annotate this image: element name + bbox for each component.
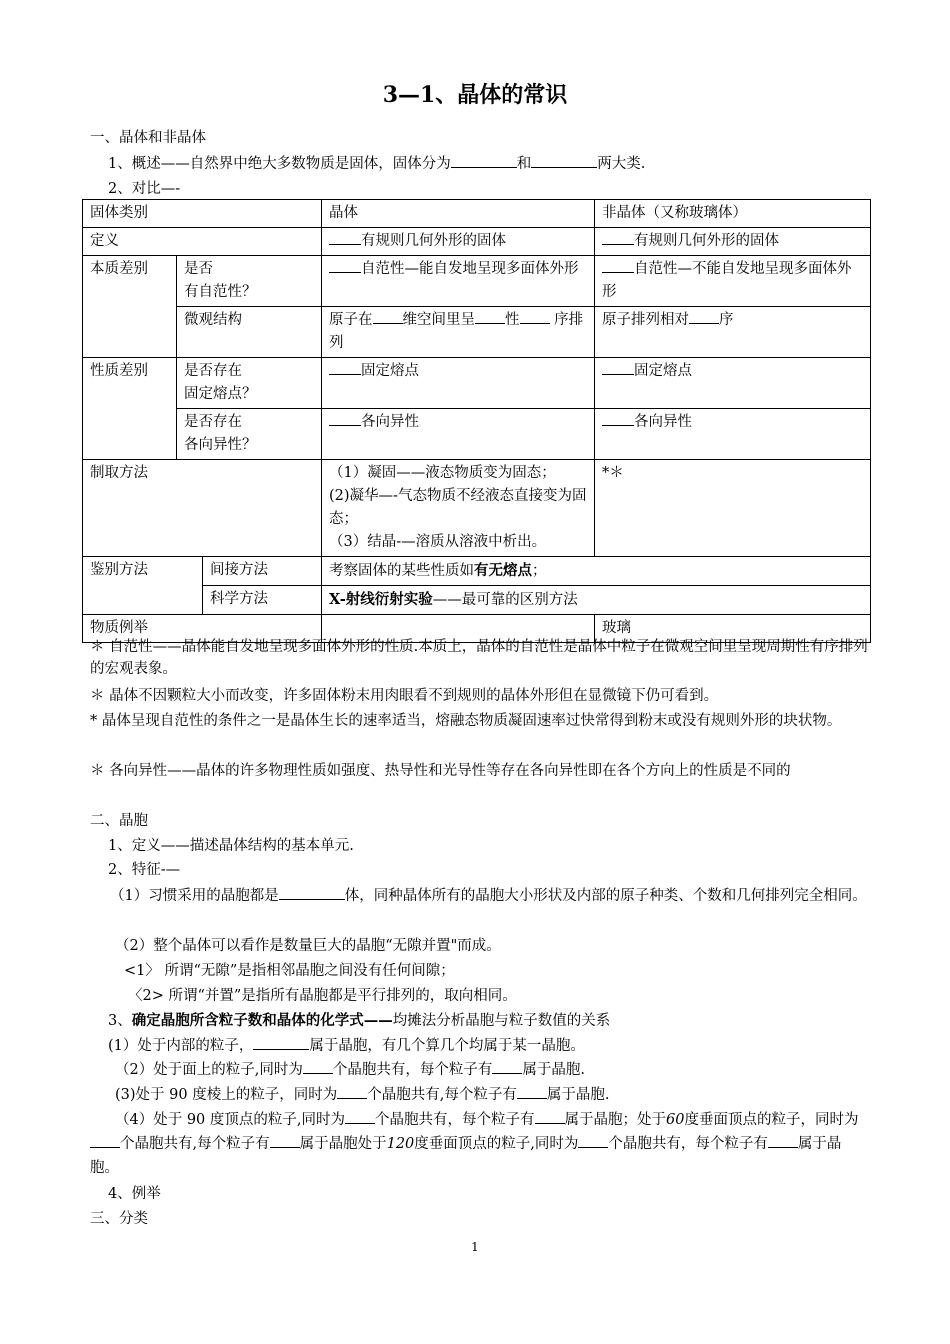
section-1-heading: 一、晶体和非晶体 — [90, 130, 206, 146]
method-heading — [108, 1010, 888, 1032]
note-3: * 晶体呈现自范性的条件之一是晶体生长的速率适当，熔融态物质凝固速率过快常得到粉末或没有规则外形的块状物。 — [90, 713, 842, 729]
text: （3）结晶-—溶质从溶液中析出。 — [329, 534, 547, 550]
text: 自范性—能自发地呈现多面体外形 — [361, 261, 579, 277]
comparison-table — [82, 199, 871, 643]
blank — [475, 309, 505, 324]
page-title: 3—1、晶体的常识 — [382, 82, 568, 108]
text: 度垂面顶点的粒子，同时为 — [684, 1112, 859, 1128]
text: 固定熔点 — [361, 363, 420, 379]
blank — [602, 258, 634, 273]
blank — [279, 885, 345, 900]
note-4: ＊ 各向异性——晶体的许多物理性质如强度、热导性和光导性等存在各向异性即在各个方向上的性质是不同的 — [90, 763, 791, 779]
note-1: ＊ 自范性——晶体能自发地呈现多面体外形的性质.本质上，晶体的自范性是晶体中粒子在微观空间里呈现周期性有序排列的宏观表象。 — [90, 639, 868, 677]
blank — [689, 309, 719, 324]
text: 和 — [516, 156, 532, 172]
text: ； — [532, 563, 547, 579]
cell — [322, 460, 595, 557]
text: 确定晶胞所含粒子数和晶体的化学式—— — [131, 1012, 393, 1029]
section-3-heading: 三、分类 — [90, 1211, 148, 1227]
text: (1）处于内部的粒子， — [108, 1038, 254, 1054]
cell — [322, 256, 595, 307]
text: 属于晶胞处于 — [299, 1136, 387, 1152]
text: 维空间里呈 — [402, 312, 476, 328]
text: 个晶胞共有,每个粒子有 — [367, 1087, 517, 1103]
blank — [517, 1084, 547, 1099]
blank — [329, 360, 361, 375]
text: （1）凝固——液态物质变为固态； — [329, 465, 556, 481]
text: 自范性—不能自发地呈现多面体外形 — [602, 261, 852, 300]
blank — [270, 1133, 300, 1148]
text: 属于晶胞. — [522, 1062, 585, 1078]
cell — [322, 228, 595, 256]
cell — [595, 358, 871, 409]
cell: 是否 有自范性？ — [177, 256, 322, 307]
text: 序排列 — [329, 312, 584, 351]
blank — [90, 1133, 120, 1148]
text: 考察固体的某些性质如 — [329, 563, 475, 579]
cell: 晶体 — [322, 200, 595, 228]
cell: 间接方法 — [203, 557, 322, 586]
rule-2 — [115, 1059, 895, 1081]
blank — [253, 1035, 309, 1050]
text: （2）处于面上的粒子,同时为 — [115, 1062, 303, 1078]
text: 属于晶胞. — [546, 1087, 610, 1103]
cell — [322, 307, 595, 358]
cell — [322, 358, 595, 409]
text: ——最可靠的区别方法 — [432, 592, 578, 608]
example-line: 4、例举 — [108, 1186, 161, 1202]
table-row — [83, 358, 871, 409]
text: 属于晶胞；处于 — [564, 1112, 667, 1128]
cell — [322, 586, 871, 615]
cell: 固体类别 — [83, 200, 322, 228]
text: （4）处于 90 度顶点的粒子,同时为 — [115, 1112, 346, 1128]
text: 有规则几何外形的固体 — [634, 233, 780, 249]
text: 固定熔点 — [634, 363, 693, 379]
feature-1 — [90, 885, 870, 907]
text: 60 — [666, 1112, 685, 1128]
rule-3 — [115, 1084, 895, 1106]
blank — [768, 1133, 798, 1148]
text: 原子排列相对 — [602, 312, 690, 328]
feature-line: 2、特征-— — [108, 862, 181, 878]
table-row — [83, 256, 871, 307]
text: 属于晶胞，有几个算几个均属于某一晶胞。 — [309, 1038, 585, 1054]
cell — [595, 256, 871, 307]
text: 序 — [719, 312, 734, 328]
feature-2-2: 〈2> 所谓“并置”是指所有晶胞都是平行排列的，取向相同。 — [128, 988, 517, 1004]
text: X-射线衍射实验 — [329, 591, 433, 608]
text: 各向异性 — [634, 414, 693, 430]
text: （1）习惯采用的晶胞都是 — [110, 888, 279, 904]
text: 个晶胞共有，每个粒子有 — [375, 1112, 535, 1128]
blank — [531, 153, 597, 168]
blank — [373, 309, 403, 324]
text: 120 — [386, 1136, 415, 1152]
rule-1 — [108, 1035, 888, 1057]
cell: 本质差别 — [83, 256, 177, 358]
cell: 鉴别方法 — [83, 557, 203, 615]
text: 3、 — [108, 1013, 132, 1029]
table-row — [83, 307, 871, 358]
blank — [337, 1084, 367, 1099]
section-2-heading: 二、晶胞 — [90, 813, 148, 829]
feature-2-1: <1〉 所谓“无隙”是指相邻晶胞之间没有任何间隙； — [124, 963, 455, 979]
cell: 是否存在 固定熔点？ — [177, 358, 322, 409]
cell: 微观结构 — [177, 307, 322, 358]
text: 个晶胞共有，每个粒子有 — [608, 1136, 768, 1152]
blank — [602, 411, 634, 426]
text: (2)凝华—-气态物质不经液态直接变为固态； — [329, 488, 587, 527]
table-row — [83, 228, 871, 256]
overview-line — [108, 153, 888, 175]
page-number: 1 — [471, 1240, 479, 1254]
table-row — [83, 557, 871, 586]
cell — [322, 557, 871, 586]
text: 属于晶胞。 — [90, 1136, 842, 1176]
text: 个晶胞共有,每个粒子有 — [120, 1136, 270, 1152]
cell: 性质差别 — [83, 358, 177, 460]
rule-4 — [90, 1108, 870, 1180]
text: 均摊法分析晶胞与粒子数值的关系 — [392, 1013, 611, 1029]
text: 个晶胞共有，每个粒子有 — [332, 1062, 493, 1078]
compare-line: 2、对比—- — [108, 181, 181, 197]
blank — [329, 411, 361, 426]
blank — [329, 258, 361, 273]
cell: 是否存在 各向异性？ — [177, 409, 322, 460]
definition-line: 1、定义——描述晶体结构的基本单元. — [108, 838, 354, 854]
cell: 定义 — [83, 228, 322, 256]
text: 度垂面顶点的粒子,同时为 — [414, 1136, 579, 1152]
text: 原子在 — [329, 312, 373, 328]
table-row — [83, 200, 871, 228]
blank — [303, 1059, 333, 1074]
cell — [595, 228, 871, 256]
table-row — [83, 460, 871, 557]
text: 体，同种晶体所有的晶胞大小形状及内部的原子种类、个数和几何排列完全相同。 — [344, 888, 867, 904]
blank — [520, 309, 550, 324]
blank — [492, 1059, 522, 1074]
table-row — [83, 409, 871, 460]
blank — [535, 1109, 565, 1124]
cell: 物质例举 — [83, 615, 322, 643]
cell: 制取方法 — [83, 460, 322, 557]
blank — [345, 1109, 375, 1124]
cell: 非晶体（又称玻璃体） — [595, 200, 871, 228]
feature-2: （2）整个晶体可以看作是数量巨大的晶胞“无隙并置"而成。 — [115, 938, 501, 954]
blank — [602, 360, 634, 375]
cell — [322, 409, 595, 460]
text: 两大类. — [597, 156, 646, 172]
cell — [595, 307, 871, 358]
blank — [602, 230, 634, 245]
cell — [595, 409, 871, 460]
cell: *＊ — [595, 460, 871, 557]
blank — [578, 1133, 608, 1148]
cell: 科学方法 — [203, 586, 322, 615]
text: 有规则几何外形的固体 — [361, 233, 507, 249]
cell: 玻璃 — [595, 615, 871, 643]
note-2: ＊ 晶体不因颗粒大小而改变，许多固体粉末用肉眼看不到规则的晶体外形但在显微镜下仍可看到。 — [90, 688, 719, 704]
blank — [451, 153, 517, 168]
text: 1、概述——自然界中绝大多数物质是固体，固体分为 — [108, 156, 451, 172]
text: 各向异性 — [361, 414, 420, 430]
text: (3)处于 90 度棱上的粒子，同时为 — [115, 1087, 338, 1103]
blank — [329, 230, 361, 245]
text: 有无熔点 — [474, 562, 533, 579]
text: 性 — [505, 312, 520, 328]
